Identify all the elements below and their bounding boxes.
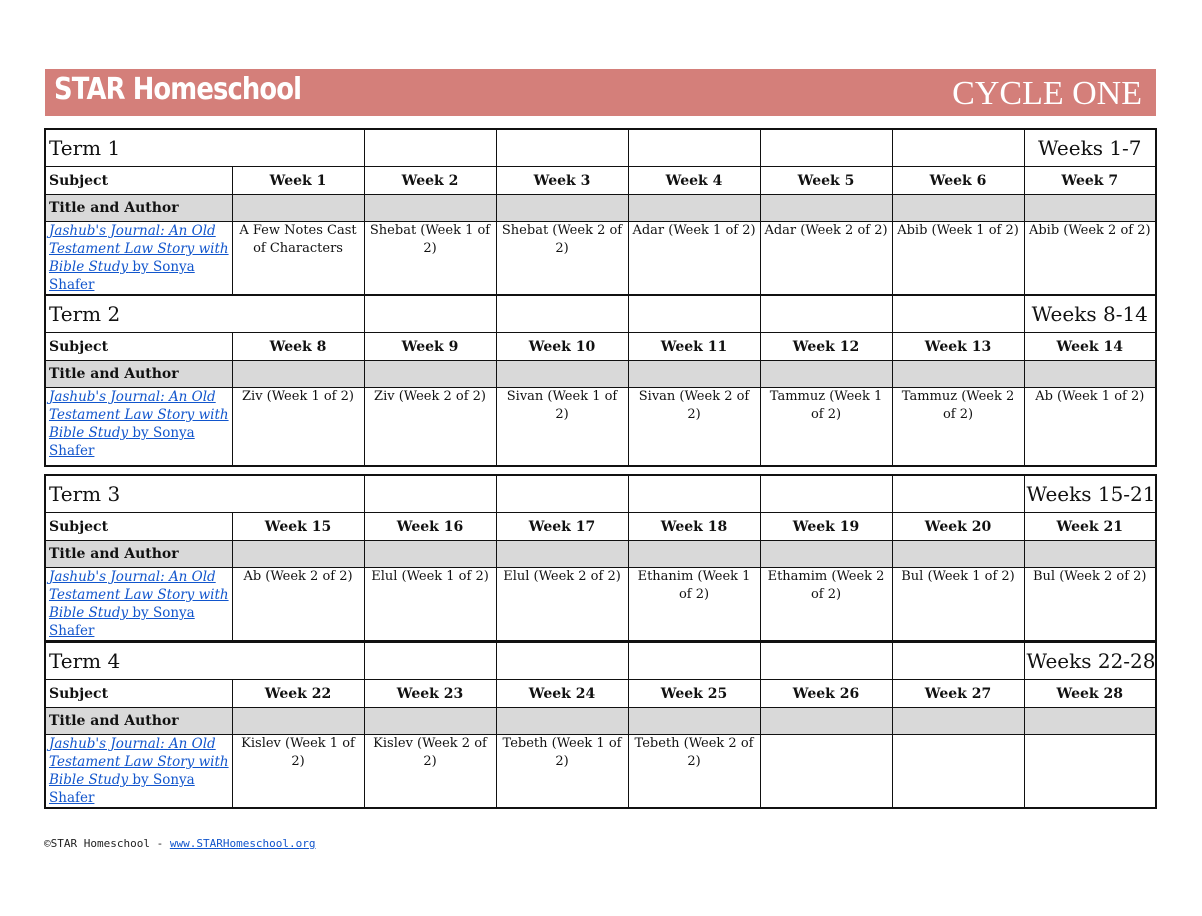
book-title: Jashub's Journal: An Old Testament Law Story with Bible Study [49, 569, 229, 621]
book-author: Sonya Shafer [49, 605, 195, 639]
week-header: Week 15 [232, 513, 364, 541]
shaded-cell [892, 195, 1024, 222]
weeks-range: Weeks 15-21 [1024, 475, 1156, 513]
author-prefix: by [128, 259, 153, 275]
book-author: Sonya Shafer [49, 772, 195, 806]
shaded-cell [892, 361, 1024, 388]
shaded-cell [364, 708, 496, 735]
reading-cell [760, 735, 892, 809]
empty-cell [892, 295, 1024, 333]
weeks-range: Weeks 8-14 [1024, 295, 1156, 333]
reading-cell: Tammuz (Week 2 of 2) [892, 388, 1024, 466]
subject-header: Subject [45, 333, 232, 361]
shaded-cell [1024, 541, 1156, 568]
reading-cell: Abib (Week 2 of 2) [1024, 222, 1156, 296]
website-link[interactable]: www.STARHomeschool.org [169, 837, 316, 850]
shaded-cell [496, 708, 628, 735]
author-prefix: by [128, 605, 153, 621]
reading-cell: A Few Notes Cast of Characters [232, 222, 364, 296]
week-header: Week 21 [1024, 513, 1156, 541]
title-author-label: Title and Author [45, 708, 232, 735]
shaded-cell [232, 708, 364, 735]
brand-title: STAR Homeschool [54, 72, 302, 107]
term-name: Term 1 [45, 129, 364, 167]
reading-cell: Ethanim (Week 1 of 2) [628, 568, 760, 642]
book-title: Jashub's Journal: An Old Testament Law Story with Bible Study [49, 736, 229, 788]
week-header: Week 11 [628, 333, 760, 361]
book-link[interactable] [49, 389, 229, 459]
shaded-cell [1024, 361, 1156, 388]
week-header: Week 23 [364, 680, 496, 708]
week-header: Week 10 [496, 333, 628, 361]
subject-header: Subject [45, 680, 232, 708]
title-author-label: Title and Author [45, 541, 232, 568]
week-header: Week 20 [892, 513, 1024, 541]
shaded-cell [628, 708, 760, 735]
author-prefix: by [128, 772, 153, 788]
shaded-cell [232, 195, 364, 222]
shaded-cell [1024, 708, 1156, 735]
shaded-cell [496, 361, 628, 388]
shaded-cell [892, 541, 1024, 568]
week-header: Week 13 [892, 333, 1024, 361]
shaded-cell [628, 195, 760, 222]
shaded-cell [232, 541, 364, 568]
weeks-range: Weeks 22-28 [1024, 642, 1156, 680]
empty-cell [496, 475, 628, 513]
title-author-label: Title and Author [45, 361, 232, 388]
empty-cell [364, 129, 496, 167]
book-author: Sonya Shafer [49, 425, 195, 459]
shaded-cell [232, 361, 364, 388]
week-header: Week 24 [496, 680, 628, 708]
book-cell [45, 222, 232, 296]
empty-cell [760, 295, 892, 333]
week-header: Week 16 [364, 513, 496, 541]
empty-cell [628, 642, 760, 680]
reading-cell: Kislev (Week 1 of 2) [232, 735, 364, 809]
week-header: Week 18 [628, 513, 760, 541]
title-author-label: Title and Author [45, 195, 232, 222]
empty-cell [760, 129, 892, 167]
term-name: Term 4 [45, 642, 364, 680]
reading-cell: Sivan (Week 2 of 2) [628, 388, 760, 466]
footer [44, 837, 316, 850]
book-author: Sonya Shafer [49, 259, 195, 293]
subject-header: Subject [45, 167, 232, 195]
week-header: Week 6 [892, 167, 1024, 195]
empty-cell [892, 475, 1024, 513]
reading-cell: Elul (Week 2 of 2) [496, 568, 628, 642]
shaded-cell [628, 541, 760, 568]
reading-cell: Shebat (Week 1 of 2) [364, 222, 496, 296]
empty-cell [496, 129, 628, 167]
shaded-cell [760, 541, 892, 568]
shaded-cell [364, 361, 496, 388]
shaded-cell [496, 195, 628, 222]
reading-cell: Adar (Week 1 of 2) [628, 222, 760, 296]
reading-cell: Ab (Week 1 of 2) [1024, 388, 1156, 466]
empty-cell [892, 129, 1024, 167]
empty-cell [892, 642, 1024, 680]
reading-cell: Shebat (Week 2 of 2) [496, 222, 628, 296]
week-header: Week 17 [496, 513, 628, 541]
book-title: Jashub's Journal: An Old Testament Law Story with Bible Study [49, 223, 229, 275]
reading-cell: Kislev (Week 2 of 2) [364, 735, 496, 809]
week-header: Week 3 [496, 167, 628, 195]
shaded-cell [892, 708, 1024, 735]
reading-cell: Abib (Week 1 of 2) [892, 222, 1024, 296]
reading-cell: Tammuz (Week 1 of 2) [760, 388, 892, 466]
week-header: Week 5 [760, 167, 892, 195]
empty-cell [628, 295, 760, 333]
week-header: Week 9 [364, 333, 496, 361]
author-prefix: by [128, 425, 153, 441]
week-header: Week 14 [1024, 333, 1156, 361]
week-header: Week 12 [760, 333, 892, 361]
reading-cell: Elul (Week 1 of 2) [364, 568, 496, 642]
reading-cell: Adar (Week 2 of 2) [760, 222, 892, 296]
shaded-cell [364, 195, 496, 222]
empty-cell [496, 642, 628, 680]
empty-cell [496, 295, 628, 333]
book-link[interactable] [49, 736, 229, 806]
week-header: Week 22 [232, 680, 364, 708]
reading-cell: Ziv (Week 1 of 2) [232, 388, 364, 466]
reading-cell: Bul (Week 2 of 2) [1024, 568, 1156, 642]
shaded-cell [364, 541, 496, 568]
shaded-cell [628, 361, 760, 388]
empty-cell [364, 475, 496, 513]
empty-cell [760, 642, 892, 680]
copyright-text: ©STAR Homeschool - [44, 837, 170, 850]
subject-header: Subject [45, 513, 232, 541]
book-title: Jashub's Journal: An Old Testament Law Story with Bible Study [49, 389, 229, 441]
book-cell [45, 568, 232, 642]
shaded-cell [760, 361, 892, 388]
empty-cell [628, 475, 760, 513]
book-cell [45, 388, 232, 466]
week-header: Week 26 [760, 680, 892, 708]
book-link[interactable] [49, 223, 229, 293]
week-header: Week 19 [760, 513, 892, 541]
reading-cell: Ziv (Week 2 of 2) [364, 388, 496, 466]
empty-cell [364, 642, 496, 680]
shaded-cell [496, 541, 628, 568]
reading-cell: Ab (Week 2 of 2) [232, 568, 364, 642]
term-table [44, 294, 1157, 467]
empty-cell [364, 295, 496, 333]
week-header: Week 7 [1024, 167, 1156, 195]
term-table [44, 641, 1157, 809]
reading-cell: Bul (Week 1 of 2) [892, 568, 1024, 642]
reading-cell [1024, 735, 1156, 809]
week-header: Week 25 [628, 680, 760, 708]
book-link[interactable] [49, 569, 229, 639]
header-banner [45, 69, 1156, 116]
week-header: Week 2 [364, 167, 496, 195]
week-header: Week 8 [232, 333, 364, 361]
week-header: Week 27 [892, 680, 1024, 708]
reading-cell: Tebeth (Week 1 of 2) [496, 735, 628, 809]
shaded-cell [760, 195, 892, 222]
term-table [44, 128, 1157, 296]
week-header: Week 4 [628, 167, 760, 195]
reading-cell [892, 735, 1024, 809]
term-table [44, 474, 1157, 642]
empty-cell [760, 475, 892, 513]
cycle-title: CYCLE ONE [952, 75, 1142, 112]
weeks-range: Weeks 1-7 [1024, 129, 1156, 167]
empty-cell [628, 129, 760, 167]
shaded-cell [1024, 195, 1156, 222]
reading-cell: Ethamim (Week 2 of 2) [760, 568, 892, 642]
term-name: Term 2 [45, 295, 364, 333]
term-name: Term 3 [45, 475, 364, 513]
shaded-cell [760, 708, 892, 735]
reading-cell: Sivan (Week 1 of 2) [496, 388, 628, 466]
week-header: Week 28 [1024, 680, 1156, 708]
week-header: Week 1 [232, 167, 364, 195]
reading-cell: Tebeth (Week 2 of 2) [628, 735, 760, 809]
book-cell [45, 735, 232, 809]
